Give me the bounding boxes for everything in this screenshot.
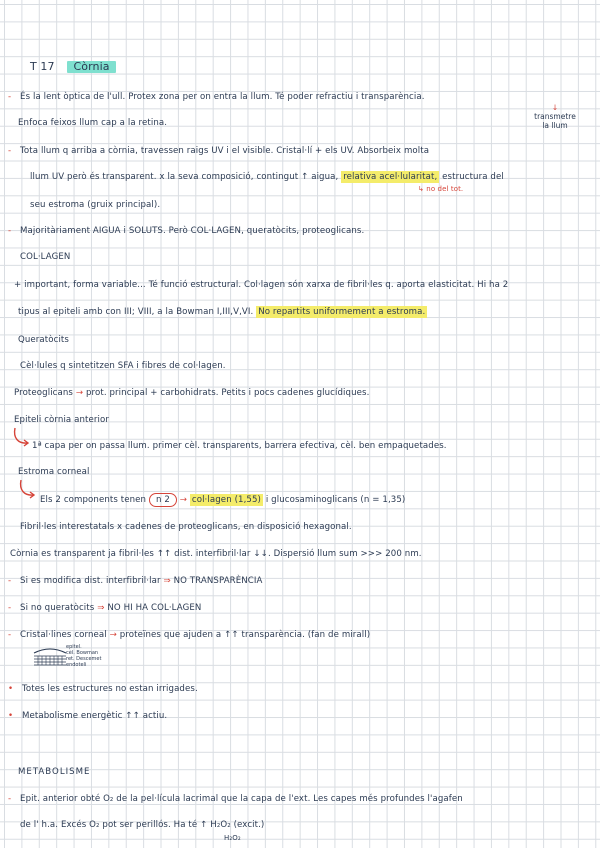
title-text: Còrnia	[67, 61, 115, 73]
curved-arrow-icon	[12, 426, 32, 448]
curved-arrow-icon	[18, 478, 38, 500]
title-number: T 17	[30, 60, 55, 73]
note-text: Fibril·les interestatals x cadenes de proteoglicans, en disposició hexagonal.	[20, 522, 352, 532]
note-text: de l' h.a. Excés O₂ pot ser perillós. Ha té ↑ H₂O₂ (excit.)	[20, 820, 265, 830]
highlighted-text: relativa acel·lularitat,	[343, 172, 438, 182]
arrow-icon: ⇒	[163, 576, 171, 586]
circled-text: n 2	[149, 493, 177, 507]
note-text: NO TRANSPARÈNCIA	[173, 576, 263, 586]
note-line: - És la lent òptica de l'ull. Protex zona per on entra la llum. Té poder refractiu i transparència.	[8, 92, 425, 102]
note-text: proteïnes que ajuden a ↑↑ transparència. (fan de mirall)	[119, 630, 371, 640]
note-line	[32, 440, 447, 452]
highlighted-text: col·lagen (1,55)	[191, 495, 262, 505]
note-line: • Totes les estructures no estan irrigades.	[8, 684, 198, 694]
note-line	[40, 493, 405, 507]
page-title	[30, 61, 116, 74]
note-text: Si es modifica dist. interfibril·lar	[20, 576, 161, 586]
note-line	[10, 548, 422, 560]
note-text: i glucosaminoglicans (n = 1,35)	[265, 495, 406, 505]
section-heading: Queratòcits	[18, 335, 69, 345]
section-heading: Estroma corneal	[18, 467, 90, 477]
section-heading: METABOLISME	[18, 767, 91, 777]
margin-note: ↳ no del tot.	[418, 185, 464, 193]
note-line	[20, 819, 264, 831]
note-text: Cristal·lines corneal	[20, 630, 107, 640]
note-text: llum UV però és transparent. x la seva composició, contingut ↑ aigua,	[30, 172, 339, 182]
note-line: - Si es modifica dist. interfibril·lar ⇒ NO TRANSPARÈNCIA	[8, 576, 263, 586]
note-text: Proteoglicans	[14, 388, 73, 398]
section-heading: Epiteli còrnia anterior	[14, 415, 110, 425]
note-text: + important, forma variable... Té funció estructural. Col·lagen són xarxa de fibril·les q. aporta elasticitat. Hi ha 2	[14, 280, 509, 290]
note-line: - Epit. anterior obté O₂ de la pel·lícula lacrimal que la capa de l'ext. Les capes més profundes l'agafen	[8, 794, 463, 804]
note-text: Tota llum q arriba a còrnia, travessen raigs UV i el visible. Cristal·lí + els UV. Absorbeix molta	[20, 146, 430, 156]
note-text: És la lent òptica de l'ull. Protex zona per on entra la llum. Té poder refractiu i transparència.	[20, 92, 425, 102]
arrow-icon: →	[179, 495, 188, 505]
note-text: prot. principal + carbohidrats. Petits i pocs cadenes glucídiques.	[86, 388, 370, 398]
note-line	[14, 387, 369, 399]
note-text: Epit. anterior obté O₂ de la pel·lícula lacrimal que la capa de l'ext. Les capes més profundes l'agafen	[20, 794, 463, 804]
note-text: estructura del	[442, 172, 504, 182]
note-text: Totes les estructures no estan irrigades.	[22, 684, 198, 694]
note-line	[20, 521, 352, 533]
note-line: - Si no queratòcits ⇒ NO HI HA COL·LAGEN	[8, 603, 202, 613]
arrow-icon: →	[109, 630, 117, 640]
note-line	[30, 199, 160, 211]
note-subscript: H₂O₂	[224, 834, 241, 842]
note-text: Metabolisme energètic ↑↑ actiu.	[22, 711, 168, 721]
note-line	[18, 306, 427, 318]
cornea-layers-sketch	[32, 645, 68, 671]
note-line: • Metabolisme energètic ↑↑ actiu.	[8, 711, 168, 721]
note-text: Si no queratòcits	[20, 603, 95, 613]
arrow-icon: ⇒	[97, 603, 105, 613]
note-text: Enfoca feixos llum cap a la retina.	[18, 118, 168, 128]
note-text: COL·LAGEN	[150, 603, 202, 613]
note-line	[18, 117, 167, 129]
note-text: Majoritàriament AIGUA i SOLUTS. Però COL·LAGEN, queratòcits, proteoglicans.	[20, 226, 365, 236]
note-line	[20, 360, 226, 372]
note-line	[30, 171, 504, 183]
highlighted-text: No repartits uniformement a estroma.	[258, 307, 426, 317]
note-line	[14, 279, 508, 291]
note-line: - Cristal·lines corneal → proteïnes que ajuden a ↑↑ transparència. (fan de mirall)	[8, 630, 371, 640]
note-text: Còrnia es transparent ja fibril·les ↑↑ dist. interfibril·lar ↓↓. Dispersió llum sum >>> 200 nm.	[10, 549, 422, 559]
arrow-icon: →	[75, 388, 84, 398]
note-text: Els 2 components tenen	[40, 495, 147, 505]
note-line: - Tota llum q arriba a còrnia, travessen raigs UV i el visible. Cristal·lí + els UV. Absorbeix molta	[8, 146, 430, 156]
note-line: - Majoritàriament AIGUA i SOLUTS. Però COL·LAGEN, queratòcits, proteoglicans.	[8, 226, 365, 236]
sketch-labels: epitel. cèl. Bowman ret. Descemet endoteli	[66, 644, 102, 668]
note-text: NO HI HA	[107, 603, 149, 613]
margin-note: ↓ transmetre la llum	[534, 103, 576, 130]
note-text: seu estroma (gruix principal).	[30, 200, 161, 210]
note-text: 1ª capa per on passa llum. primer cèl. transparents, barrera efectiva, cèl. ben empaquetades.	[32, 441, 447, 451]
note-text: Cèl·lules q sintetitzen SFA i fibres de col·lagen.	[20, 361, 226, 371]
note-text: tipus al epiteli amb con III; VIII, a la Bowman I,III,V,VI.	[18, 307, 254, 317]
section-heading: COL·LAGEN	[20, 252, 71, 262]
